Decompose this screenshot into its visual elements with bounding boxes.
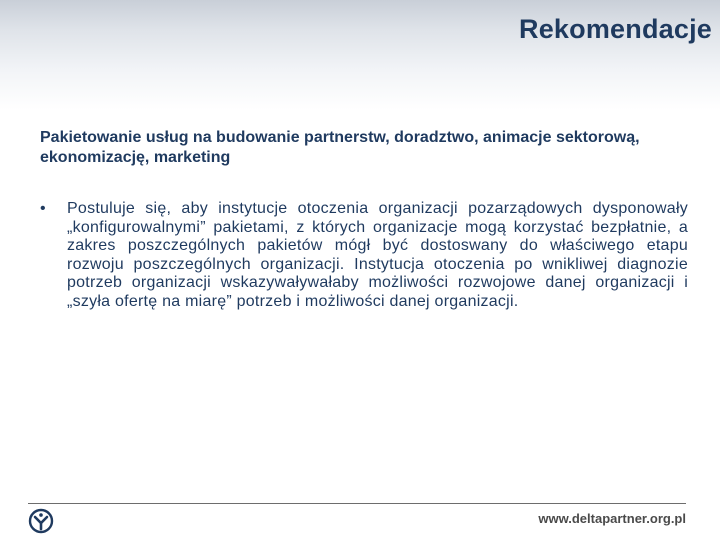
bullet-item <box>40 200 688 311</box>
bullet-marker: • <box>40 200 46 217</box>
slide-subtitle: Pakietowanie usług na budowanie partnerstw, doradztwo, animacje sektorową, ekonomizację, marketing <box>40 129 640 166</box>
bullet-list <box>40 200 688 311</box>
footer-url: www.deltapartner.org.pl <box>538 511 686 526</box>
footer-divider <box>28 503 686 504</box>
bullet-text: Postuluje się, aby instytucje otoczenia organizacji pozarządowych dysponowały „konfigurowalnymi” pakietami, z których organizacje mogą korzystać bezpłatnie, a zakres poszczególnych pakietów mógł być dostoswany do właściwego etapu rozwoju poszczególnych organizacji. Instytucja otoczenia po wnikliwej diagnozie potrzeb organizacji wskazywaływałaby możliwości rozwojowe danej organizacji i „szyła ofertę na miarę” potrzeb i możliwości danej organizacji. <box>67 200 688 310</box>
deltapartner-logo-icon <box>28 508 54 534</box>
slide-title: Rekomendacje <box>519 14 712 44</box>
